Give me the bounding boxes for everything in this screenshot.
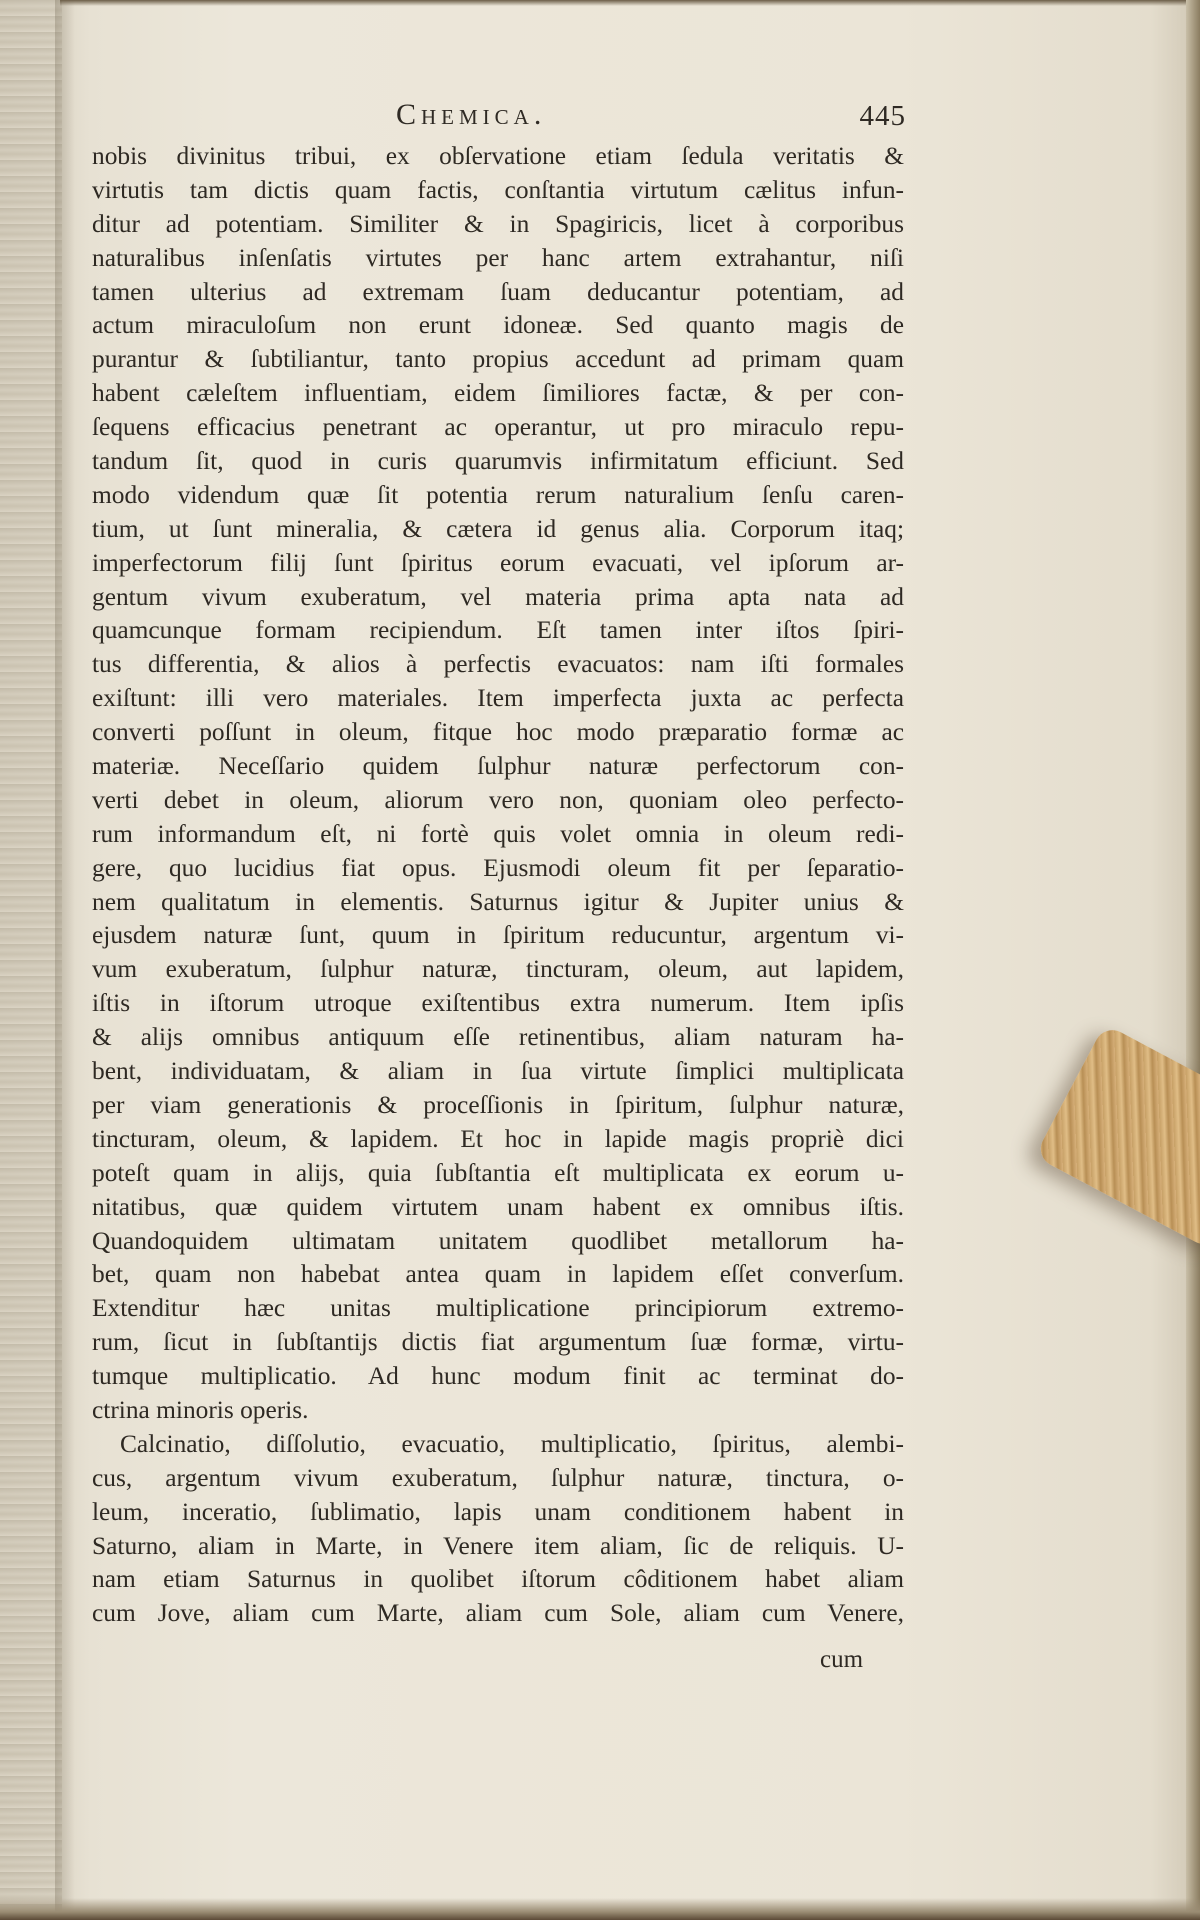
text-line: converti poſſunt in oleum, fitque hoc modo præparatio formæ ac: [92, 718, 904, 747]
text-line: ditur ad potentiam. Similiter & in Spagiricis, licet à corporibus: [92, 209, 904, 238]
text-line: ctrina minoris operis.: [92, 1395, 309, 1424]
text-line: per viam generationis & proceſſionis in ſpiritum, ſulphur naturæ,: [92, 1090, 904, 1119]
text-line: bent, individuatam, & aliam in ſua virtute ſimplici multiplicata: [92, 1057, 904, 1086]
page-header: [96, 98, 906, 138]
text-line: modo videndum quæ ſit potentia rerum naturalium ſenſu caren-: [92, 480, 904, 509]
binding-edge: [0, 0, 62, 1920]
text-line: iſtis in iſtorum utroque exiſtentibus extra numerum. Item ipſis: [92, 989, 904, 1018]
text-line: poteſt quam in alijs, quia ſubſtantia eſt multiplicata ex eorum u-: [92, 1158, 904, 1187]
bottom-edge: [0, 1898, 1200, 1920]
text-line: rum, ſicut in ſubſtantijs dictis fiat argumentum ſuæ formæ, virtu-: [92, 1328, 904, 1357]
text-line: virtutis tam dictis quam factis, conſtantia virtutum cælitus infun-: [92, 175, 904, 204]
text-line: Quandoquidem ultimatam unitatem quodlibet metallorum ha-: [92, 1226, 904, 1255]
text-line: verti debet in oleum, aliorum vero non, quoniam oleo perfecto-: [92, 785, 904, 814]
text-line: Calcinatio, diſſolutio, evacuatio, multiplicatio, ſpiritus, alembi-: [120, 1429, 904, 1458]
text-line: Saturno, aliam in Marte, in Venere item aliam, ſic de reliquis. U-: [92, 1531, 904, 1560]
text-line: nobis divinitus tribui, ex obſervatione etiam ſedula veritatis &: [92, 142, 904, 170]
text-line: tus differentia, & alios à perfectis evacuatos: nam iſti formales: [92, 650, 904, 679]
text-line: exiſtunt: illi vero materiales. Item imperfecta juxta ac perfecta: [92, 684, 904, 713]
wooden-page-holder: [1034, 1024, 1200, 1250]
text-line: vum exuberatum, ſulphur naturæ, tincturam, oleum, aut lapidem,: [92, 955, 904, 984]
running-title: Chemica.: [396, 98, 547, 131]
gutter-shadow: [55, 0, 75, 1920]
text-line: tium, ut ſunt mineralia, & cætera id genus alia. Corporum itaq;: [92, 514, 904, 543]
text-line: nam etiam Saturnus in quolibet iſtorum côditionem habet aliam: [92, 1565, 904, 1594]
text-line: materiæ. Neceſſario quidem ſulphur naturæ perfectorum con-: [92, 752, 904, 781]
right-edge: [1186, 0, 1200, 1920]
text-line: gere, quo lucidius fiat opus. Ejusmodi oleum fit per ſeparatio-: [92, 853, 904, 882]
text-line: tamen ulterius ad extremam ſuam deducantur potentiam, ad: [92, 277, 904, 306]
text-line: ejusdem naturæ ſunt, quum in ſpiritum reducuntur, argentum vi-: [92, 921, 904, 950]
text-line: Extenditur hæc unitas multiplicatione principiorum extremo-: [92, 1294, 904, 1323]
text-line: cum Jove, aliam cum Marte, aliam cum Sole, aliam cum Venere,: [92, 1599, 904, 1628]
text-line: nitatibus, quæ quidem virtutem unam habent ex omnibus iſtis.: [92, 1192, 904, 1221]
text-line: quamcunque formam recipiendum. Eſt tamen inter iſtos ſpiri-: [92, 616, 904, 645]
text-line: naturalibus inſenſatis virtutes per hanc artem extrahantur, niſi: [92, 243, 904, 272]
text-line: tumque multiplicatio. Ad hunc modum finit ac terminat do-: [92, 1362, 904, 1391]
body-text: [92, 140, 904, 1631]
text-line: imperfectorum filij ſunt ſpiritus eorum evacuati, vel ipſorum ar-: [92, 548, 904, 577]
text-line: ſequens efficacius penetrant ac operantur, ut pro miraculo repu-: [92, 413, 904, 442]
text-line: nem qualitatum in elementis. Saturnus igitur & Jupiter unius &: [92, 887, 904, 916]
catchword: cum: [820, 1646, 864, 1673]
text-line: tandum ſit, quod in curis quarumvis infirmitatum efficiunt. Sed: [92, 447, 904, 476]
text-line: leum, inceratio, ſublimatio, lapis unam conditionem habent in: [92, 1497, 904, 1526]
page-number: 445: [859, 100, 906, 132]
text-line: actum miraculoſum non erunt idoneæ. Sed quanto magis de: [92, 311, 904, 340]
text-line: habent cæleſtem influentiam, eidem ſimiliores factæ, & per con-: [92, 379, 904, 408]
text-line: tincturam, oleum, & lapidem. Et hoc in lapide magis propriè dici: [92, 1124, 904, 1153]
text-line: rum informandum eſt, ni fortè quis volet omnia in oleum redi-: [92, 819, 904, 848]
text-line: gentum vivum exuberatum, vel materia prima apta nata ad: [92, 582, 904, 611]
text-line: cus, argentum vivum exuberatum, ſulphur naturæ, tinctura, o-: [92, 1463, 904, 1492]
text-line: & alijs omnibus antiquum eſſe retinentibus, aliam naturam ha-: [92, 1023, 904, 1052]
text-line: bet, quam non habebat antea quam in lapidem eſſet converſum.: [92, 1260, 904, 1289]
top-edge: [60, 0, 1200, 6]
text-line: purantur & ſubtiliantur, tanto propius accedunt ad primam quam: [92, 345, 904, 374]
